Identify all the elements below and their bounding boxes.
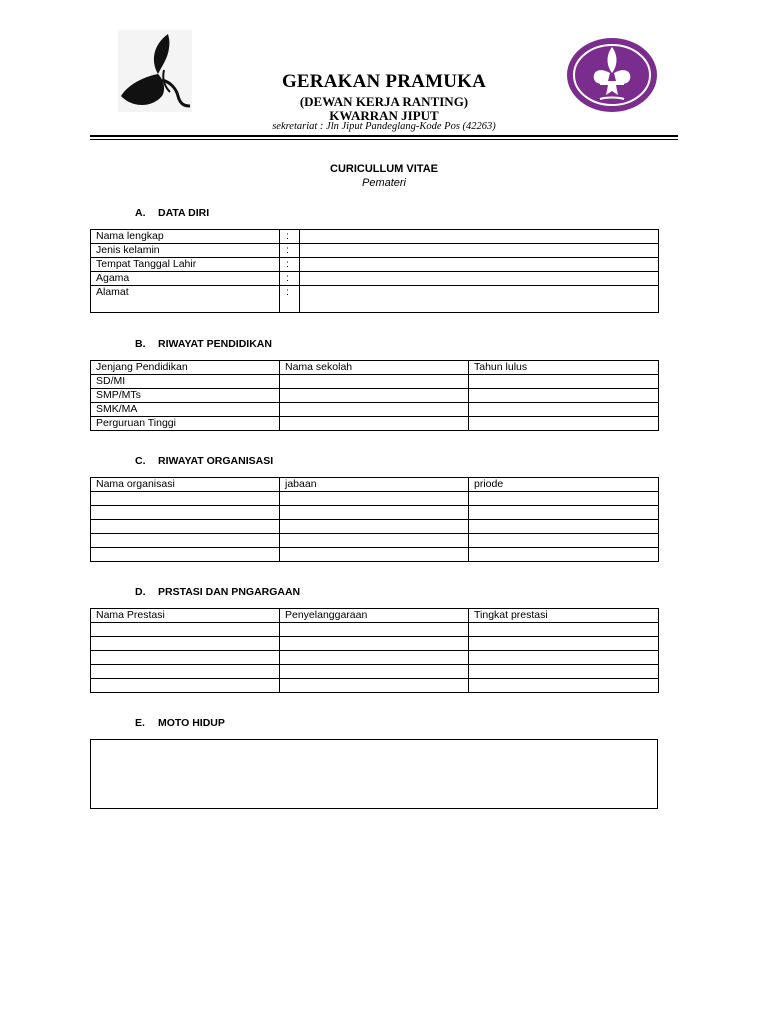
table-cell[interactable] [280, 506, 469, 520]
table-row [91, 375, 659, 389]
table-cell[interactable] [280, 403, 469, 417]
column-header: jabaan [280, 478, 469, 492]
org-title: GERAKAN PRAMUKA [281, 71, 487, 92]
table-cell[interactable] [469, 403, 659, 417]
table-cell[interactable] [469, 506, 659, 520]
document-subtitle: Pemateri [361, 177, 407, 189]
table-row [91, 286, 659, 313]
row-label: Agama [91, 272, 280, 286]
table-cell[interactable] [469, 520, 659, 534]
row-label: Alamat [91, 286, 280, 313]
row-value-field[interactable] [300, 286, 659, 313]
riwayat-pendidikan-table [90, 360, 659, 431]
table-cell[interactable] [91, 665, 280, 679]
table-cell[interactable] [469, 375, 659, 389]
row-separator: : [280, 272, 300, 286]
table-cell[interactable] [469, 679, 659, 693]
section-d-title: PRSTASI DAN PNGARGAAN [158, 586, 301, 598]
section-a-letter: A. [135, 207, 146, 219]
table-cell[interactable] [469, 623, 659, 637]
table-row [91, 548, 659, 562]
table-row [91, 417, 659, 431]
table-cell[interactable] [469, 492, 659, 506]
table-row [91, 403, 659, 417]
table-cell[interactable] [469, 665, 659, 679]
table-cell[interactable] [91, 520, 280, 534]
table-cell[interactable] [469, 417, 659, 431]
table-cell[interactable] [280, 623, 469, 637]
section-a-title: DATA DIRI [158, 207, 210, 219]
table-cell[interactable] [469, 637, 659, 651]
table-cell[interactable] [91, 506, 280, 520]
table-row [91, 637, 659, 651]
row-value-field[interactable] [300, 244, 659, 258]
row-label: Jenis kelamin [91, 244, 280, 258]
section-c-title: RIWAYAT ORGANISASI [158, 455, 274, 467]
section-c-letter: C. [135, 455, 146, 467]
table-header-row [91, 609, 659, 623]
row-separator: : [280, 244, 300, 258]
table-cell[interactable] [280, 548, 469, 562]
header-divider-thin [90, 139, 678, 140]
table-row [91, 389, 659, 403]
table-cell[interactable] [91, 679, 280, 693]
table-row [91, 520, 659, 534]
table-cell[interactable] [280, 679, 469, 693]
table-row [91, 665, 659, 679]
table-cell[interactable] [280, 637, 469, 651]
document-title: CURICULLUM VITAE [330, 163, 438, 175]
row-label: SD/MI [91, 375, 280, 389]
org-address: sekretariat : Jln Jiput Pandeglang-Kode Pos (42263) [272, 121, 496, 132]
header-divider-thick [90, 135, 678, 137]
column-header: Tahun lulus [469, 361, 659, 375]
section-d-letter: D. [135, 586, 146, 598]
section-b-title: RIWAYAT PENDIDIKAN [158, 338, 272, 350]
section-b-letter: B. [135, 338, 146, 350]
row-label: Perguruan Tinggi [91, 417, 280, 431]
table-row [91, 651, 659, 665]
table-cell[interactable] [280, 492, 469, 506]
org-subtitle-kwarran: KWARRAN JIPUT [329, 108, 439, 123]
table-row [91, 244, 659, 258]
table-cell[interactable] [91, 623, 280, 637]
table-cell[interactable] [469, 651, 659, 665]
table-cell[interactable] [280, 534, 469, 548]
row-value-field[interactable] [300, 258, 659, 272]
table-row [91, 534, 659, 548]
table-row [91, 506, 659, 520]
row-value-field[interactable] [300, 272, 659, 286]
column-header: priode [469, 478, 659, 492]
section-e-letter: E. [135, 717, 145, 729]
row-separator: : [280, 286, 300, 313]
table-cell[interactable] [280, 389, 469, 403]
table-cell[interactable] [91, 492, 280, 506]
column-header: Nama organisasi [91, 478, 280, 492]
table-cell[interactable] [280, 651, 469, 665]
table-row [91, 230, 659, 244]
table-row [91, 492, 659, 506]
table-cell[interactable] [280, 375, 469, 389]
row-label: SMP/MTs [91, 389, 280, 403]
table-cell[interactable] [469, 534, 659, 548]
table-cell[interactable] [91, 548, 280, 562]
row-label: SMK/MA [91, 403, 280, 417]
table-cell[interactable] [280, 665, 469, 679]
table-cell[interactable] [280, 520, 469, 534]
prestasi-table [90, 608, 659, 693]
table-cell[interactable] [91, 637, 280, 651]
riwayat-organisasi-table [90, 477, 659, 562]
row-value-field[interactable] [300, 230, 659, 244]
column-header: Tingkat prestasi [469, 609, 659, 623]
table-cell[interactable] [280, 417, 469, 431]
table-cell[interactable] [91, 651, 280, 665]
table-row [91, 272, 659, 286]
table-cell[interactable] [469, 389, 659, 403]
column-header: Nama Prestasi [91, 609, 280, 623]
section-e-title: MOTO HIDUP [158, 717, 225, 729]
row-separator: : [280, 258, 300, 272]
table-row [91, 258, 659, 272]
row-separator: : [280, 230, 300, 244]
table-header-row [91, 478, 659, 492]
table-cell[interactable] [469, 548, 659, 562]
data-diri-table [90, 229, 659, 313]
column-header: Penyelanggaraan [280, 609, 469, 623]
table-cell[interactable] [91, 534, 280, 548]
column-header: Jenjang Pendidikan [91, 361, 280, 375]
table-row [91, 679, 659, 693]
column-header: Nama sekolah [280, 361, 469, 375]
org-subtitle-council: (DEWAN KERJA RANTING) [299, 94, 469, 109]
row-label: Nama lengkap [91, 230, 280, 244]
moto-hidup-field[interactable] [90, 739, 658, 809]
table-header-row [91, 361, 659, 375]
row-label: Tempat Tanggal Lahir [91, 258, 280, 272]
table-row [91, 623, 659, 637]
